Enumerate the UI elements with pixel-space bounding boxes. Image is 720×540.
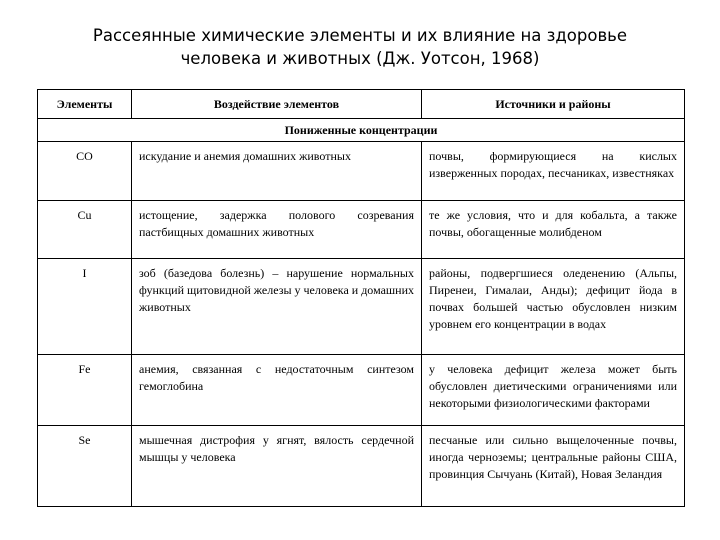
- slide-title: [40, 24, 680, 70]
- source-cell: у человека дефицит железа может быть обусловлен диетическими ограничениями или некоторыми физиологическими факторами: [422, 355, 685, 426]
- effect-cell: анемия, связанная с недостаточным синтезом гемоглобина: [132, 355, 422, 426]
- title-line-1: Рассеянные химические элементы и их влияние на здоровье: [92, 26, 628, 45]
- element-cell: CO: [38, 142, 132, 201]
- source-cell: районы, подвергшиеся оледенению (Альпы, Пиренеи, Гималаи, Анды); дефицит йода в почвах большей частью обусловлен низким уровнем его концентрации в водах: [422, 259, 685, 355]
- table-row: [38, 259, 685, 355]
- effect-cell: мышечная дистрофия у ягнят, вялость сердечной мышцы у человека: [132, 426, 422, 507]
- effect-cell: искудание и анемия домашних животных: [132, 142, 422, 201]
- table-row: [38, 201, 685, 259]
- element-cell: Fe: [38, 355, 132, 426]
- table-row: [38, 142, 685, 201]
- element-cell: Se: [38, 426, 132, 507]
- elements-table: [37, 89, 685, 507]
- header-elements: Элементы: [38, 90, 132, 119]
- effect-cell: зоб (базедова болезнь) – нарушение нормальных функций щитовидной железы у человека и домашних животных: [132, 259, 422, 355]
- element-cell: I: [38, 259, 132, 355]
- title-line-2: человека и животных (Дж. Уотсон, 1968): [180, 49, 540, 68]
- element-cell: Cu: [38, 201, 132, 259]
- header-sources: Источники и районы: [422, 90, 685, 119]
- source-cell: песчаные или сильно выщелоченные почвы, иногда черноземы; центральные районы США, провинция Сычуань (Китай), Новая Зеландия: [422, 426, 685, 507]
- effect-cell: истощение, задержка полового созревания пастбищных домашних животных: [132, 201, 422, 259]
- table-header-row: [38, 90, 685, 119]
- source-cell: почвы, формирующиеся на кислых изверженных породах, песчаниках, известняках: [422, 142, 685, 201]
- table-subheader-row: [38, 119, 685, 142]
- table-row: [38, 355, 685, 426]
- source-cell: те же условия, что и для кобальта, а также почвы, обогащенные молибденом: [422, 201, 685, 259]
- subheader-low-concentrations: Пониженные концентрации: [38, 119, 685, 142]
- table-row: [38, 426, 685, 507]
- header-effects: Воздействие элементов: [132, 90, 422, 119]
